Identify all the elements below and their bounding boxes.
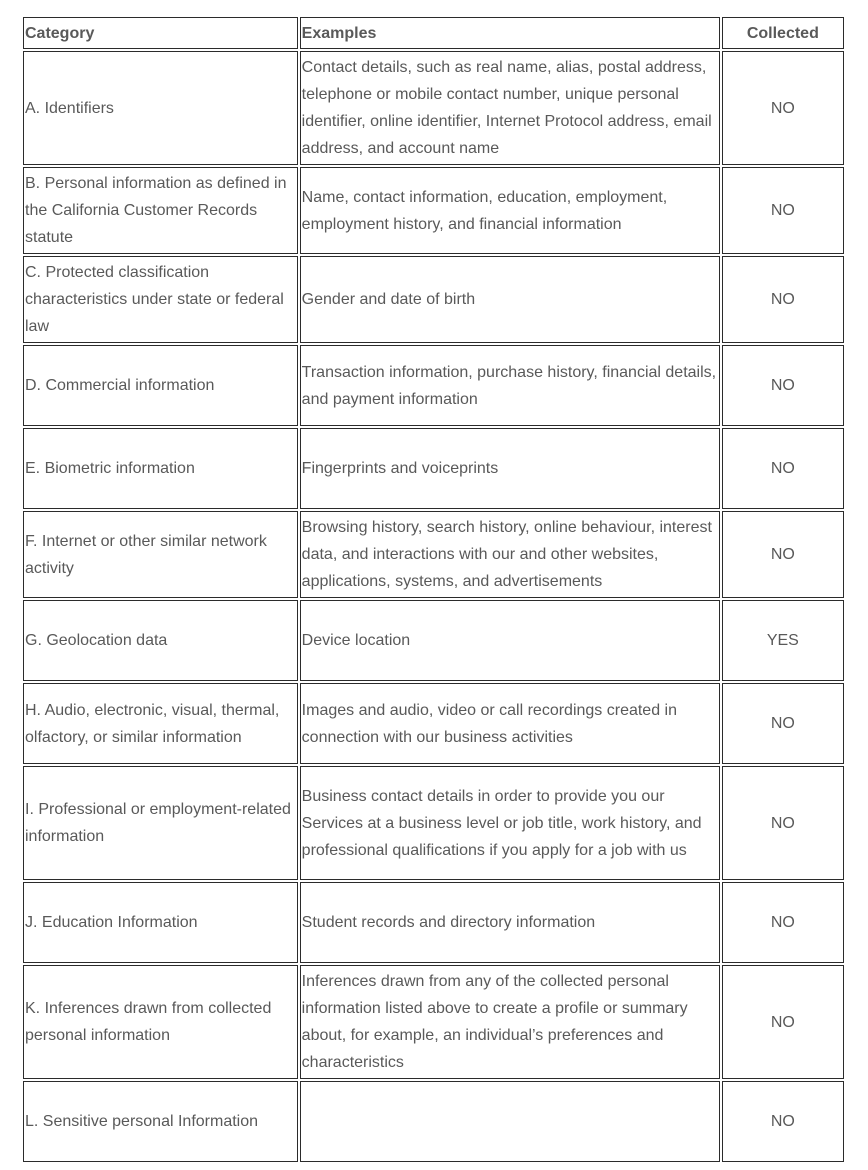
- category-cell: J. Education Information: [23, 882, 298, 963]
- collected-cell: NO: [722, 51, 844, 165]
- examples-cell: Browsing history, search history, online behaviour, interest data, and interactions with our and other websites, applications, systems, and advertisements: [300, 511, 720, 598]
- collected-cell: NO: [722, 1081, 844, 1162]
- header-collected: Collected: [722, 17, 844, 49]
- collected-cell: NO: [722, 882, 844, 963]
- examples-cell: Student records and directory information: [300, 882, 720, 963]
- collected-cell: NO: [722, 428, 844, 509]
- data-categories-table-wrapper: [21, 15, 846, 1164]
- table-row: [23, 766, 844, 880]
- examples-cell: [300, 1081, 720, 1162]
- collected-cell: NO: [722, 965, 844, 1079]
- table-row: [23, 1081, 844, 1162]
- collected-cell: NO: [722, 683, 844, 764]
- category-cell: K. Inferences drawn from collected personal information: [23, 965, 298, 1079]
- examples-cell: Transaction information, purchase history, financial details, and payment information: [300, 345, 720, 426]
- examples-cell: Images and audio, video or call recordings created in connection with our business activities: [300, 683, 720, 764]
- header-category: Category: [23, 17, 298, 49]
- table-row: [23, 600, 844, 681]
- table-row: [23, 882, 844, 963]
- collected-cell: YES: [722, 600, 844, 681]
- data-categories-table: [21, 15, 846, 1164]
- collected-cell: NO: [722, 511, 844, 598]
- table-row: [23, 256, 844, 343]
- header-examples: Examples: [300, 17, 720, 49]
- table-row: [23, 345, 844, 426]
- collected-cell: NO: [722, 167, 844, 254]
- examples-cell: Fingerprints and voiceprints: [300, 428, 720, 509]
- table-row: [23, 51, 844, 165]
- table-row: [23, 511, 844, 598]
- table-header-row: [23, 17, 844, 49]
- examples-cell: Gender and date of birth: [300, 256, 720, 343]
- category-cell: C. Protected classification characteristics under state or federal law: [23, 256, 298, 343]
- collected-cell: NO: [722, 766, 844, 880]
- category-cell: A. Identifiers: [23, 51, 298, 165]
- examples-cell: Business contact details in order to provide you our Services at a business level or job title, work history, and professional qualifications if you apply for a job with us: [300, 766, 720, 880]
- examples-cell: Device location: [300, 600, 720, 681]
- category-cell: E. Biometric information: [23, 428, 298, 509]
- category-cell: G. Geolocation data: [23, 600, 298, 681]
- collected-cell: NO: [722, 345, 844, 426]
- table-row: [23, 428, 844, 509]
- category-cell: B. Personal information as defined in the California Customer Records statute: [23, 167, 298, 254]
- category-cell: L. Sensitive personal Information: [23, 1081, 298, 1162]
- table-row: [23, 167, 844, 254]
- table-row: [23, 965, 844, 1079]
- table-row: [23, 683, 844, 764]
- category-cell: H. Audio, electronic, visual, thermal, olfactory, or similar information: [23, 683, 298, 764]
- category-cell: D. Commercial information: [23, 345, 298, 426]
- collected-cell: NO: [722, 256, 844, 343]
- examples-cell: Contact details, such as real name, alias, postal address, telephone or mobile contact number, unique personal identifier, online identifier, Internet Protocol address, email address, and account name: [300, 51, 720, 165]
- category-cell: F. Internet or other similar network activity: [23, 511, 298, 598]
- examples-cell: Name, contact information, education, employment, employment history, and financial information: [300, 167, 720, 254]
- category-cell: I. Professional or employment-related information: [23, 766, 298, 880]
- examples-cell: Inferences drawn from any of the collected personal information listed above to create a profile or summary about, for example, an individual’s preferences and characteristics: [300, 965, 720, 1079]
